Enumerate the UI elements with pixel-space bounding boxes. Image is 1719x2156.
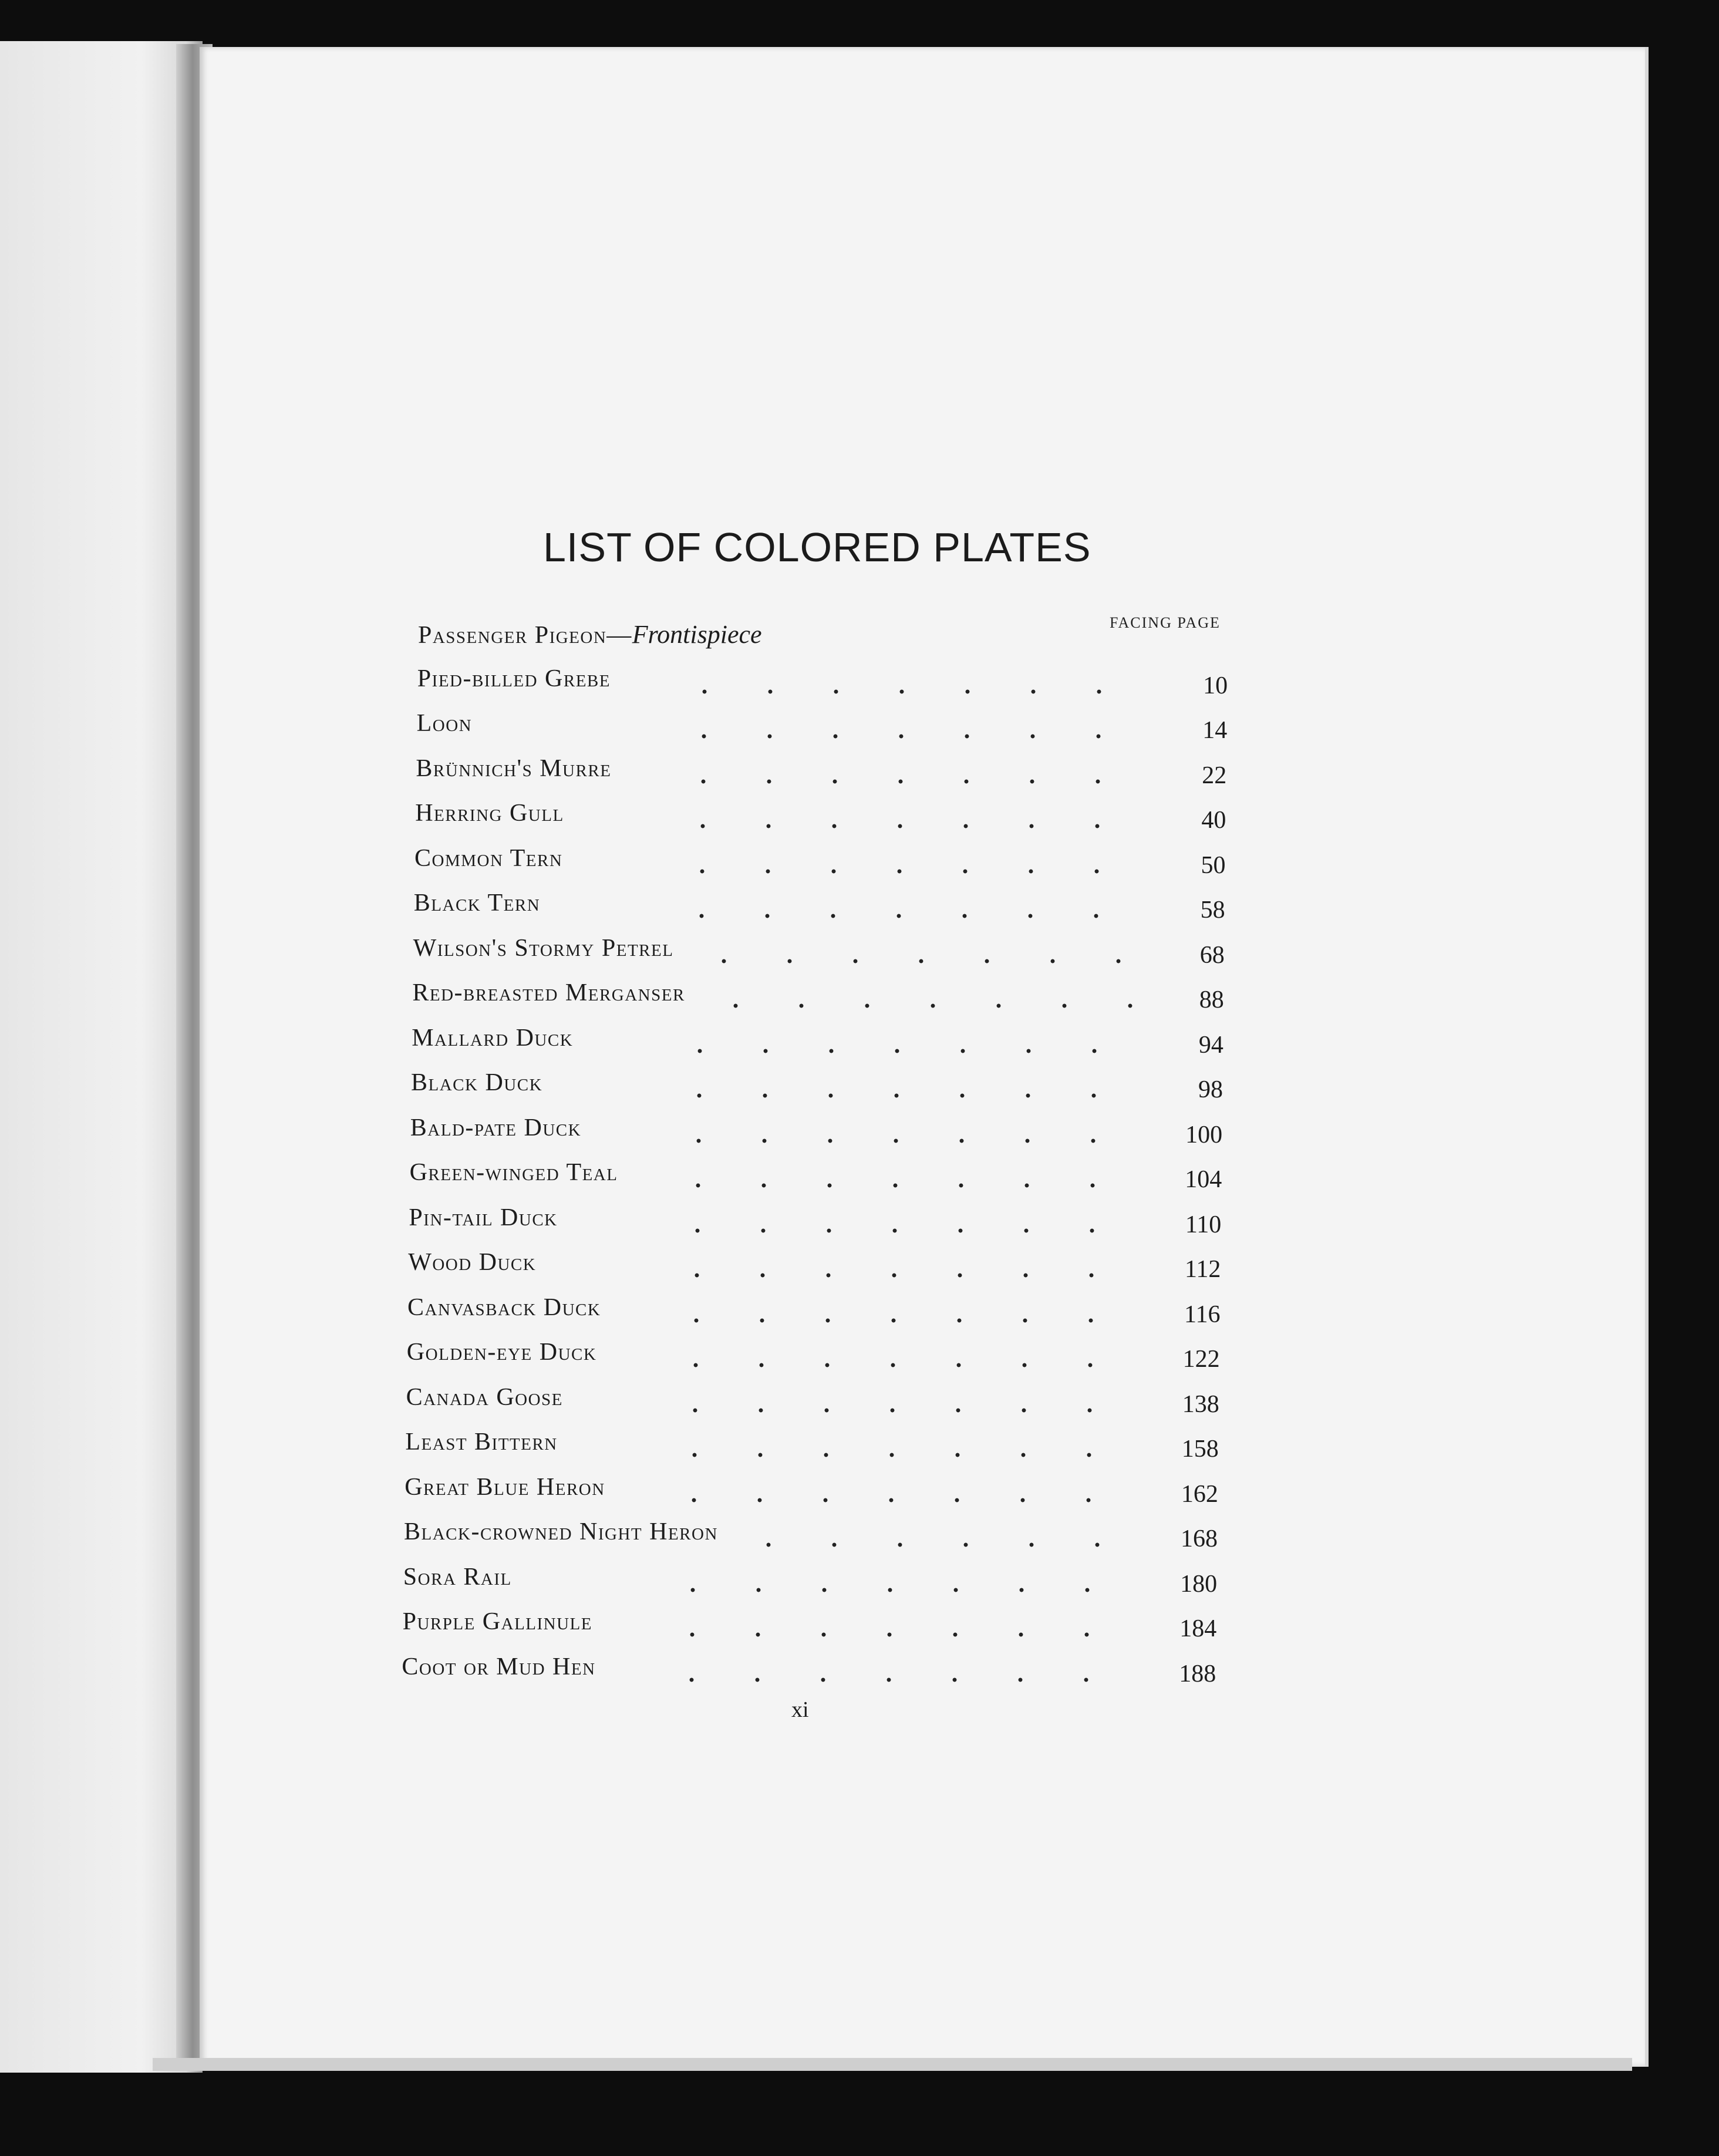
plate-page-number: 138	[1182, 1390, 1219, 1418]
plate-entry	[407, 1293, 601, 1329]
dot-leader	[660, 1588, 1131, 1592]
plate-entry	[412, 979, 685, 1014]
plate-entry	[410, 1114, 581, 1149]
plate-page-number: 104	[1185, 1166, 1222, 1193]
plate-page-number: 50	[1201, 851, 1226, 879]
plate-entry	[418, 619, 762, 655]
plate-page-number: 94	[1198, 1031, 1223, 1059]
dot-leader	[662, 1408, 1133, 1413]
dot-leader	[665, 1228, 1135, 1233]
plate-name: Coot or Mud Hen	[402, 1653, 596, 1680]
plate-entry	[417, 665, 611, 700]
dot-leader	[669, 914, 1139, 918]
plate-name: Black Tern	[413, 890, 541, 917]
plate-page-number: 14	[1202, 717, 1228, 744]
plate-name: Mallard Duck	[412, 1024, 574, 1052]
dot-leader	[666, 1138, 1136, 1143]
dot-leader	[672, 689, 1141, 694]
plate-entry	[409, 1204, 557, 1239]
dot-leader	[659, 1632, 1130, 1637]
plate-name: Wood Duck	[408, 1249, 537, 1276]
dot-leader	[666, 1093, 1137, 1098]
plate-name: Black-crowned Night Heron	[404, 1518, 718, 1545]
plate-page-number: 68	[1199, 941, 1225, 969]
plate-name: Pied-billed Grebe	[417, 665, 611, 692]
plate-page-number: 116	[1184, 1301, 1221, 1328]
plate-name: Golden-eye Duck	[406, 1339, 597, 1366]
page-number: xi	[791, 1697, 809, 1722]
plate-name: Black Duck	[411, 1069, 543, 1096]
dot-leader	[691, 959, 1138, 964]
dot-leader	[663, 1318, 1134, 1323]
facing-page-column-header: FACING PAGE	[1110, 614, 1221, 631]
plate-page-number: 110	[1185, 1211, 1222, 1238]
dot-leader	[669, 869, 1140, 874]
plate-entry	[408, 1248, 536, 1284]
plate-name: Wilson's Stormy Petrel	[413, 934, 674, 962]
plate-entry	[412, 1024, 573, 1059]
dot-leader	[663, 1363, 1134, 1367]
plate-entry	[404, 1518, 718, 1553]
dot-leader	[670, 779, 1140, 784]
plate-name: Bald-pate Duck	[410, 1114, 582, 1141]
plate-page-number: 184	[1179, 1615, 1217, 1642]
plate-entry	[414, 889, 540, 924]
plate-page-number: 100	[1185, 1121, 1223, 1148]
plate-name: Purple Gallinule	[402, 1608, 592, 1635]
plate-page-number: 88	[1199, 986, 1224, 1013]
plate-name: Green-winged Teal	[409, 1159, 618, 1186]
plate-page-number: 122	[1182, 1346, 1220, 1373]
plate-page-number: 98	[1198, 1076, 1223, 1103]
plate-page-number: 22	[1202, 762, 1227, 789]
dot-leader	[667, 1049, 1137, 1053]
plate-entry	[416, 754, 611, 790]
dot-leader	[671, 734, 1141, 739]
plate-page-number: 162	[1181, 1480, 1218, 1508]
plate-name: Brünnich's Murre	[416, 754, 612, 782]
plate-entry	[414, 844, 562, 880]
plate-entry	[411, 1069, 542, 1104]
plate-entry	[410, 1158, 618, 1194]
plate-name: Red-breasted Merganser	[412, 979, 685, 1006]
plate-page-number: 180	[1180, 1570, 1218, 1598]
plate-entry	[402, 1653, 595, 1688]
plate-page-number: 168	[1181, 1525, 1218, 1552]
plate-name: Least Bittern	[405, 1429, 558, 1456]
dot-leader	[670, 824, 1140, 828]
plate-entry	[406, 1383, 563, 1419]
plate-name: Pin-tail Duck	[409, 1204, 558, 1231]
plate-note: Frontispiece	[632, 620, 762, 649]
plate-name: Canvasback Duck	[407, 1293, 601, 1321]
plate-name: Herring Gull	[415, 800, 564, 827]
dot-leader	[661, 1498, 1132, 1503]
plate-entry	[413, 934, 674, 969]
dot-leader	[736, 1542, 1131, 1547]
plate-name: Loon	[416, 710, 473, 737]
plate-entry	[417, 709, 472, 745]
dot-leader	[665, 1183, 1135, 1188]
dot-leader	[659, 1677, 1130, 1682]
plate-entry	[405, 1473, 605, 1508]
plate-page-number: 10	[1203, 672, 1228, 699]
page-title: LIST OF COLORED PLATES	[543, 524, 1091, 570]
plate-entry	[407, 1338, 597, 1373]
plate-entry	[415, 799, 564, 834]
plate-entry	[405, 1428, 557, 1463]
dot-leader	[662, 1453, 1132, 1457]
plate-name: Common Tern	[414, 844, 563, 872]
plate-name: Canada Goose	[406, 1383, 563, 1411]
dot-leader	[664, 1273, 1134, 1278]
plate-name: Sora Rail	[403, 1563, 512, 1591]
dot-leader	[703, 1003, 1138, 1008]
plate-page-number: 188	[1179, 1660, 1216, 1687]
plate-entry	[403, 1563, 512, 1598]
plate-name: Great Blue Heron	[405, 1473, 605, 1501]
plate-page-number: 112	[1184, 1256, 1221, 1283]
plate-name: Passenger Pigeon—	[418, 622, 632, 649]
plate-entry	[403, 1608, 592, 1643]
plate-page-number: 40	[1201, 807, 1226, 834]
plate-page-number: 158	[1181, 1436, 1219, 1463]
plate-page-number: 58	[1200, 897, 1225, 924]
